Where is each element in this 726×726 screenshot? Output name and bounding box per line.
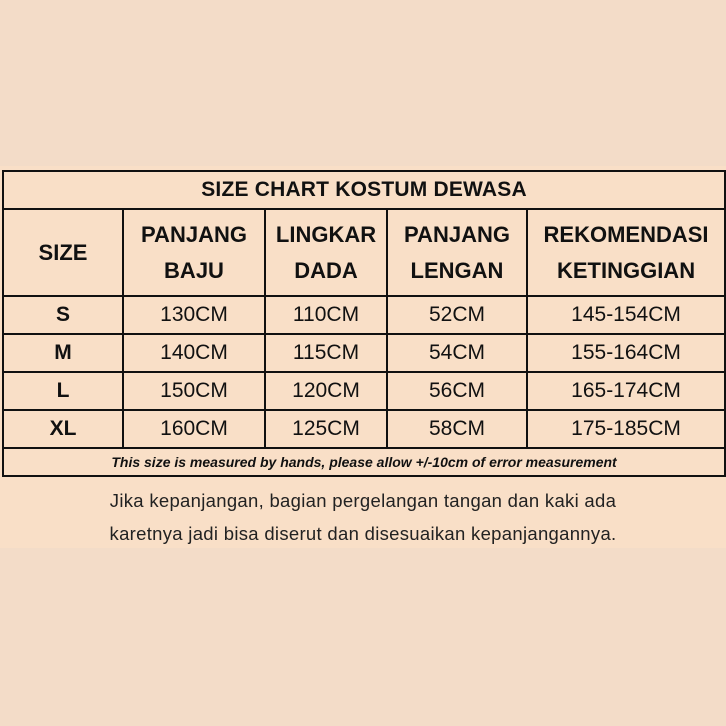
header-label-line1: LINGKAR [275,221,377,247]
table-cell: 54CM [387,334,527,372]
header-rekomendasi-ketinggian [527,209,725,296]
header-label-line1: PANJANG [404,221,510,247]
footnote-line2: karetnya jadi bisa diserut dan disesuaikan kepanjangannya. [109,523,617,544]
header-lingkar-dada [265,209,387,296]
header-label-line2: DADA [294,257,358,283]
size-cell: L [3,372,123,410]
table-cell: 125CM [265,410,387,448]
footnote-line1: Jika kepanjangan, bagian pergelangan tangan dan kaki ada [109,490,617,511]
header-size: SIZE [3,209,123,296]
header-panjang-baju [123,209,265,296]
header-label-line1: PANJANG [141,221,247,247]
table-cell: 115CM [265,334,387,372]
table-cell: 58CM [387,410,527,448]
table-row [3,372,725,410]
size-cell: M [3,334,123,372]
header-label-line1: REKOMENDASI [543,221,709,247]
header-label-line2: BAJU [164,257,224,283]
table-row [3,334,725,372]
header-panjang-lengan [387,209,527,296]
header-label-line2: LENGAN [410,257,504,283]
table-cell: 130CM [123,296,265,334]
table-row [3,296,725,334]
size-chart-card [0,166,726,548]
header-label-line2: KETINGGIAN [556,257,696,283]
table-cell: 165-174CM [527,372,725,410]
size-cell: XL [3,410,123,448]
table-cell: 56CM [387,372,527,410]
table-cell: 120CM [265,372,387,410]
table-cell: 140CM [123,334,265,372]
table-row [3,410,725,448]
size-cell: S [3,296,123,334]
chart-title: SIZE CHART KOSTUM DEWASA [3,171,725,209]
header-row [3,209,725,296]
table-cell: 160CM [123,410,265,448]
table-cell: 155-164CM [527,334,725,372]
footnote [0,484,726,550]
measurement-note: This size is measured by hands, please allow +/-10cm of error measurement [3,448,725,476]
size-chart-table [2,170,726,477]
table-cell: 110CM [265,296,387,334]
table-cell: 52CM [387,296,527,334]
table-cell: 175-185CM [527,410,725,448]
table-cell: 150CM [123,372,265,410]
table-cell: 145-154CM [527,296,725,334]
